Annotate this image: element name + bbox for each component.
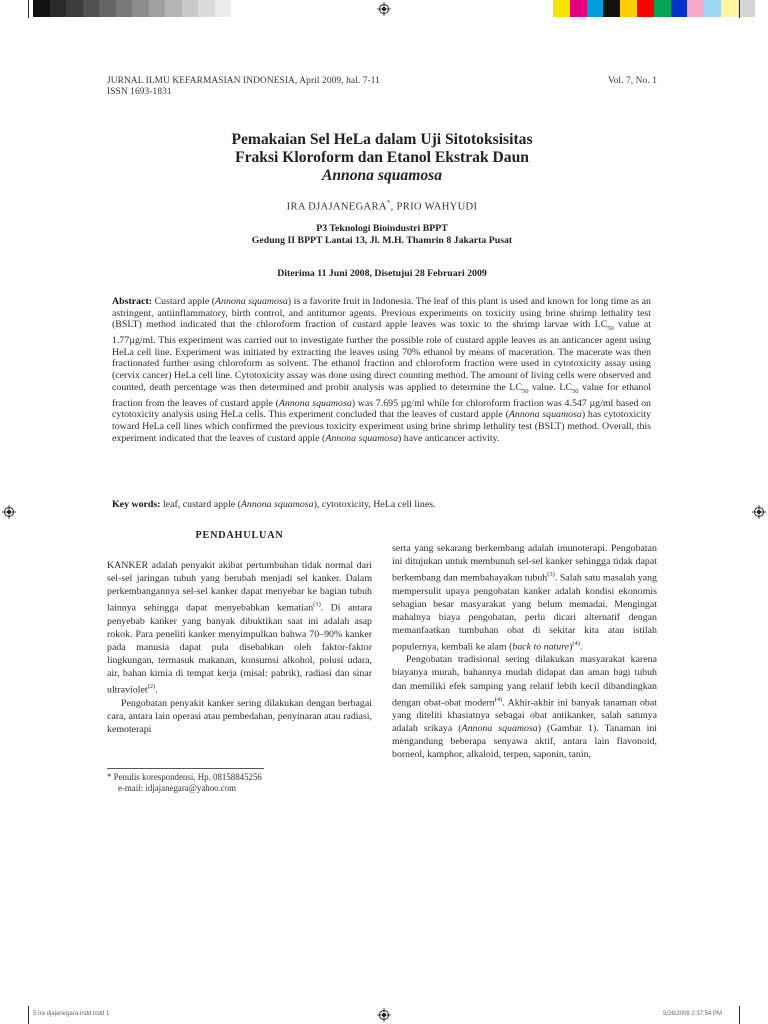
keywords-text: ), cytotoxicity, HeLa cell lines.	[313, 499, 436, 510]
journal-citation: JURNAL ILMU KEFARMASIAN INDONESIA, April 2009, hal. 7-11	[107, 76, 380, 86]
citation-ref: (1)	[313, 601, 321, 609]
footnote-email: e-mail: idjajanegara@yahoo.com	[118, 783, 237, 794]
grey-swatch-7	[132, 0, 149, 17]
citation-ref: (3)	[547, 571, 555, 579]
paragraph-text: Pengobatan tradisional sering dilakukan masyarakat karena biayanya murah, bahannya mudah didapat dan aman bagi tubuh dan memiliki efek samping yang relatif lebih kecil dibandingkan dengan obat-obat modern	[392, 654, 657, 708]
species-name: Annona squamosa	[215, 296, 288, 307]
body-column-left	[107, 529, 372, 736]
author-2: , PRIO WAHYUDI	[390, 201, 478, 213]
title-line-3: Annona squamosa	[321, 167, 443, 184]
issn: ISSN 1693-1831	[107, 87, 172, 97]
grey-swatch-5	[99, 0, 116, 17]
footnote-corresponding: * Penulis korespondensi, Hp. 08158845256	[107, 772, 262, 782]
species-name: Annona squamosa	[240, 499, 314, 510]
paragraph-text: . Di antara penyebab kanker yang banyak dibuktikan saat ini adalah asap rokok. Para peneliti kanker menyimpulkan bahwa 70–90% kanker pada manusia dapat pula disebabkan oleh faktor-faktor lingkungan, termasuk makanan, konsumsi alkohol, polusi udara, air, bahan kimia di tempat kerja (misal: pabrik), radiasi dan sinar ultraviolet	[107, 602, 372, 696]
grey-swatch-10	[182, 0, 199, 17]
species-name: Annona squamosa	[508, 409, 582, 421]
color-swatch-8	[671, 0, 688, 17]
crop-mark-bottom-left	[28, 1006, 29, 1024]
color-swatch-9	[687, 0, 704, 17]
author-1: IRA DJAJANEGARA	[286, 201, 387, 213]
abstract-text: value. LC	[528, 381, 572, 393]
species-name: Annona squamosa	[461, 723, 538, 735]
section-heading: PENDAHULUAN	[195, 530, 284, 541]
registration-mark-top-icon	[377, 2, 391, 16]
color-swatch-4	[603, 0, 620, 17]
abstract-text: ) has cytotoxicity toward HeLa cell lines which confirmed the previous toxicity experiment using brine shrimp lethality test (BSLT) method. Overall, this experiment indicated that the leaves of custard apple (	[112, 409, 652, 444]
abstract-text: value at 1.77µg/ml. This experiment was carried out to investigate further the possible role of custard apple leaves as an anticancer agent using HeLa cell line. Experiment was initiated by extracting the leaves using 70% ethanol by means of maceration. The macerate was then fractionated further using chloroform as solvent. The ethanol fraction and chloroform fraction were used in cytotoxicity assay using (cervix cancer) HeLa cell line. Cytotoxicity assay was done using direct counting method. The amount of living cells were observed and counted, death percentage was then determined and probit analysis was applied to determine the LC	[112, 319, 652, 393]
color-calibration-bar	[553, 0, 755, 17]
abstract-label: Abstract:	[112, 296, 153, 307]
subscript: 50	[607, 325, 614, 333]
paragraph-text: )	[569, 641, 573, 653]
subscript: 50	[521, 387, 529, 395]
abstract-text: ) have anticancer activity.	[398, 432, 500, 444]
abstract-text: ) is a favorite fruit in Indonesia. The leaf of this plant is used and known for long time as an astringent, antiinflammatory, birth control, and antitumor agents. Previous experiments on toxicity using brine shrimp lethality test (BSLT) method indicated that the chloroform fraction of custard apple leaves was toxic to the shrimp larvae with LC	[112, 296, 651, 331]
corresponding-mark: *	[386, 199, 391, 207]
registration-mark-left-icon	[2, 505, 16, 519]
paragraph-text: serta yang sekarang berkembang adalah imunoterapi. Pengobatan ini ditujukan untuk membunuh sel-sel kanker sehingga tidak dapat berkembang dan membahayakan tubuh	[392, 543, 657, 584]
color-swatch-11	[721, 0, 738, 17]
keywords-label: Key words:	[112, 499, 161, 510]
species-name: Annona squamosa	[325, 432, 399, 444]
crop-mark-top-left	[28, 0, 29, 18]
paragraph-text: . Akhir-akhir ini banyak tanaman obat yang diteliti khasiatnya sebagai obat antikanker, salah satunya adalah srikaya (	[392, 696, 657, 735]
volume-number: Vol. 7, No. 1	[607, 76, 657, 86]
paragraph-text: .	[579, 641, 583, 653]
color-swatch-7	[654, 0, 671, 17]
color-swatch-12	[738, 0, 755, 17]
affiliation-line-1: P3 Teknologi Bioindustri BPPT	[316, 223, 448, 234]
grey-swatch-8	[149, 0, 166, 17]
paragraph: Pengobatan penyakit kanker sering dilakukan dengan berbagai cara, antara lain operasi atau pembedahan, penyinaran atau radiasi, kemoterapi	[107, 697, 372, 735]
title-line-2: Fraksi Kloroform dan Etanol Ekstrak Daun	[235, 149, 529, 166]
paragraph	[107, 559, 372, 697]
grey-swatch-11	[198, 0, 215, 17]
footnote-divider	[107, 768, 264, 769]
citation-ref: (2)	[147, 683, 156, 691]
color-swatch-2	[570, 0, 587, 17]
crop-mark-bottom-right	[739, 1006, 740, 1024]
grey-swatch-1	[33, 0, 50, 17]
body-column-right	[392, 542, 657, 761]
registration-mark-bottom-icon	[377, 1008, 391, 1022]
footnote	[107, 772, 372, 794]
registration-mark-right-icon	[752, 505, 766, 519]
affiliation	[107, 223, 657, 247]
grey-swatch-12	[215, 0, 232, 17]
paragraph	[392, 542, 657, 653]
grey-swatch-4	[83, 0, 100, 17]
color-swatch-5	[620, 0, 637, 17]
author-list	[107, 199, 657, 213]
abstract-text: Custard apple (	[152, 296, 216, 307]
abstract-text: ) was 7.695 µg/ml while for chloroform fraction was 4.547 µg/ml based on cytotoxicity analysis using HeLa cells. This experiment concluded that the leaves of custard apple (	[112, 397, 651, 421]
subscript: 50	[571, 387, 579, 395]
timestamp-slug: 5/26/2009 2:37:54 PM	[663, 1011, 723, 1017]
grey-swatch-6	[116, 0, 133, 17]
affiliation-line-2: Gedung II BPPT Lantai 13, Jl. M.H. Thamrin 8 Jakarta Pusat	[251, 235, 513, 246]
paragraph-text: .	[155, 684, 158, 696]
grey-swatch-2	[50, 0, 67, 17]
citation-ref: (4)	[494, 695, 503, 703]
paragraph-text: ) (Gambar 1). Tanaman ini mengandung beberapa senyawa aktif, antara lain flavonoid, borneol, kamphor, alkaloid, terpen, saponin, tanin,	[392, 723, 657, 761]
paragraph-text: . Salah satu masalah yang mempersulit upaya pengobatan kanker adalah kondisi ekonomis sebagian besar masyarakat yang belum memadai. Mengingat mahalnya biaya pengobatan, perlu dicari alternatif dengan memanfaatkan tumbuhan obat di sekitar kita atau istilah populernya, kembali ke alam (	[392, 572, 657, 653]
abstract	[112, 296, 651, 444]
crop-mark-top-right	[739, 0, 740, 18]
citation-ref: (4)	[572, 639, 580, 647]
article-title	[107, 131, 657, 185]
abstract-text: value for ethanol fraction from the leaves of custard apple (	[112, 381, 652, 409]
grey-swatch-9	[165, 0, 182, 17]
paragraph	[392, 653, 657, 761]
keywords-text: leaf, custard apple (	[160, 499, 241, 510]
grey-calibration-bar	[33, 0, 231, 17]
keywords	[112, 499, 651, 511]
file-slug: 5.Ira djajanegara-indd.indd 1	[33, 1011, 110, 1017]
running-header	[107, 76, 657, 98]
received-accepted-dates: Diterima 11 Juni 2008, Disetujui 28 Februari 2009	[277, 268, 487, 279]
grey-swatch-3	[66, 0, 83, 17]
color-swatch-10	[704, 0, 721, 17]
species-name: Annona squamosa	[278, 397, 352, 409]
italic-phrase: back to nature	[512, 641, 570, 653]
color-swatch-3	[587, 0, 604, 17]
title-line-1: Pemakaian Sel HeLa dalam Uji Sitotoksisitas	[231, 131, 533, 148]
paragraph-text: KANKER adalah penyakit akibat pertumbuhan tidak normal dari sel-sel jaringan tubuh yang berubah menjadi sel kanker. Dalam perkembangannya sel-sel kanker dapat menyebar ke bagian tubuh lainnya sehingga dapat menyebabkan kematian	[107, 560, 372, 614]
color-swatch-6	[637, 0, 654, 17]
color-swatch-1	[553, 0, 570, 17]
